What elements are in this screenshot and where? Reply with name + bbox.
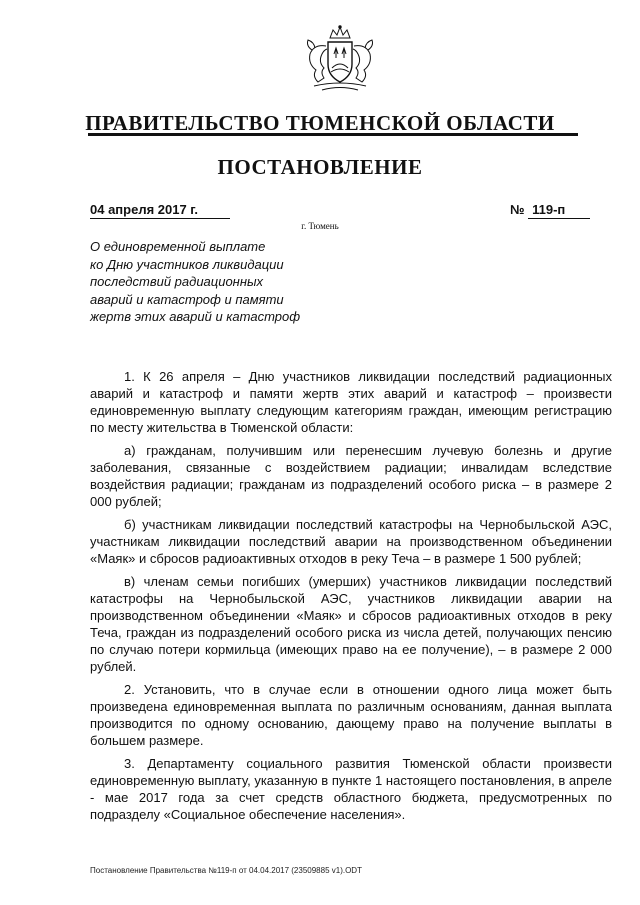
government-title: ПРАВИТЕЛЬСТВО ТЮМЕНСКОЙ ОБЛАСТИ bbox=[85, 111, 555, 135]
subject-line: аварий и катастроф и памяти bbox=[90, 291, 284, 307]
document-type: ПОСТАНОВЛЕНИЕ bbox=[217, 155, 423, 179]
paragraph-3: 3. Департаменту социального развития Тюменской области произвести единовременную выплату, указанную в пункте 1 настоящего постановления, в апреле - мае 2017 года за счет средств областного бюджета, предусмотренных по подразделу «Социальное обеспечение населения». bbox=[90, 756, 612, 822]
subject-line: О единовременной выплате bbox=[90, 239, 266, 254]
paragraph-1: 1. К 26 апреля – Дню участников ликвидации последствий радиационных аварий и катастроф и памяти жертв этих аварий и катастроф – произвести единовременную выплату следующим категориям граждан, имеющим регистрацию по месту жительства в Тюменской области: bbox=[90, 369, 612, 435]
subject-line: жертв этих аварий и катастроф bbox=[90, 309, 301, 324]
paragraph-1b: б) участникам ликвидации последствий катастрофы на Чернобыльской АЭС, участникам ликвидации последствий аварии на производственном объединении «Маяк» и сбросов радиоактивных отходов в реку Теча – в размере 1 500 рублей; bbox=[90, 517, 612, 566]
document-city: г. Тюмень bbox=[301, 221, 339, 231]
document-number bbox=[510, 202, 596, 219]
paragraph-1a: а) гражданам, получившим или перенесшим лучевую болезнь и другие заболевания, связанные с воздействием радиации; инвалидам вследствие воздействия радиации; гражданам из подразделений особого риска – в размере 2 000 рублей; bbox=[90, 443, 612, 509]
page-footer: Постановление Правительства №119-п от 04.04.2017 (23509885 v1).ODT bbox=[90, 866, 362, 875]
subject-line: ко Дню участников ликвидации bbox=[90, 256, 284, 272]
paragraph-2: 2. Установить, что в случае если в отношении одного лица может быть произведена единовременная выплата по различным основаниям, данная выплата производится по одному основанию, дающему право на получение выплаты в большем размере. bbox=[90, 682, 612, 748]
coat-of-arms-emblem bbox=[300, 24, 380, 92]
number-value: 119-п bbox=[528, 202, 590, 219]
title-divider bbox=[88, 133, 578, 136]
document-subject bbox=[90, 238, 350, 326]
document-body bbox=[90, 368, 612, 829]
number-prefix: № bbox=[510, 202, 525, 217]
paragraph-1c: в) членам семьи погибших (умерших) участников ликвидации последствий катастрофы на Чернобыльской АЭС, участников ликвидации аварии на производственном объединении «Маяк» и сбросов радиоактивных отходов в реку Теча, граждан из подразделений особого риска из числа детей, получающих пенсию по случаю потери кормильца (имеющих право на ее получение), – в размере 2 000 рублей. bbox=[90, 574, 612, 674]
document-date: 04 апреля 2017 г. bbox=[90, 202, 230, 219]
subject-line: последствий радиационных bbox=[90, 274, 264, 289]
